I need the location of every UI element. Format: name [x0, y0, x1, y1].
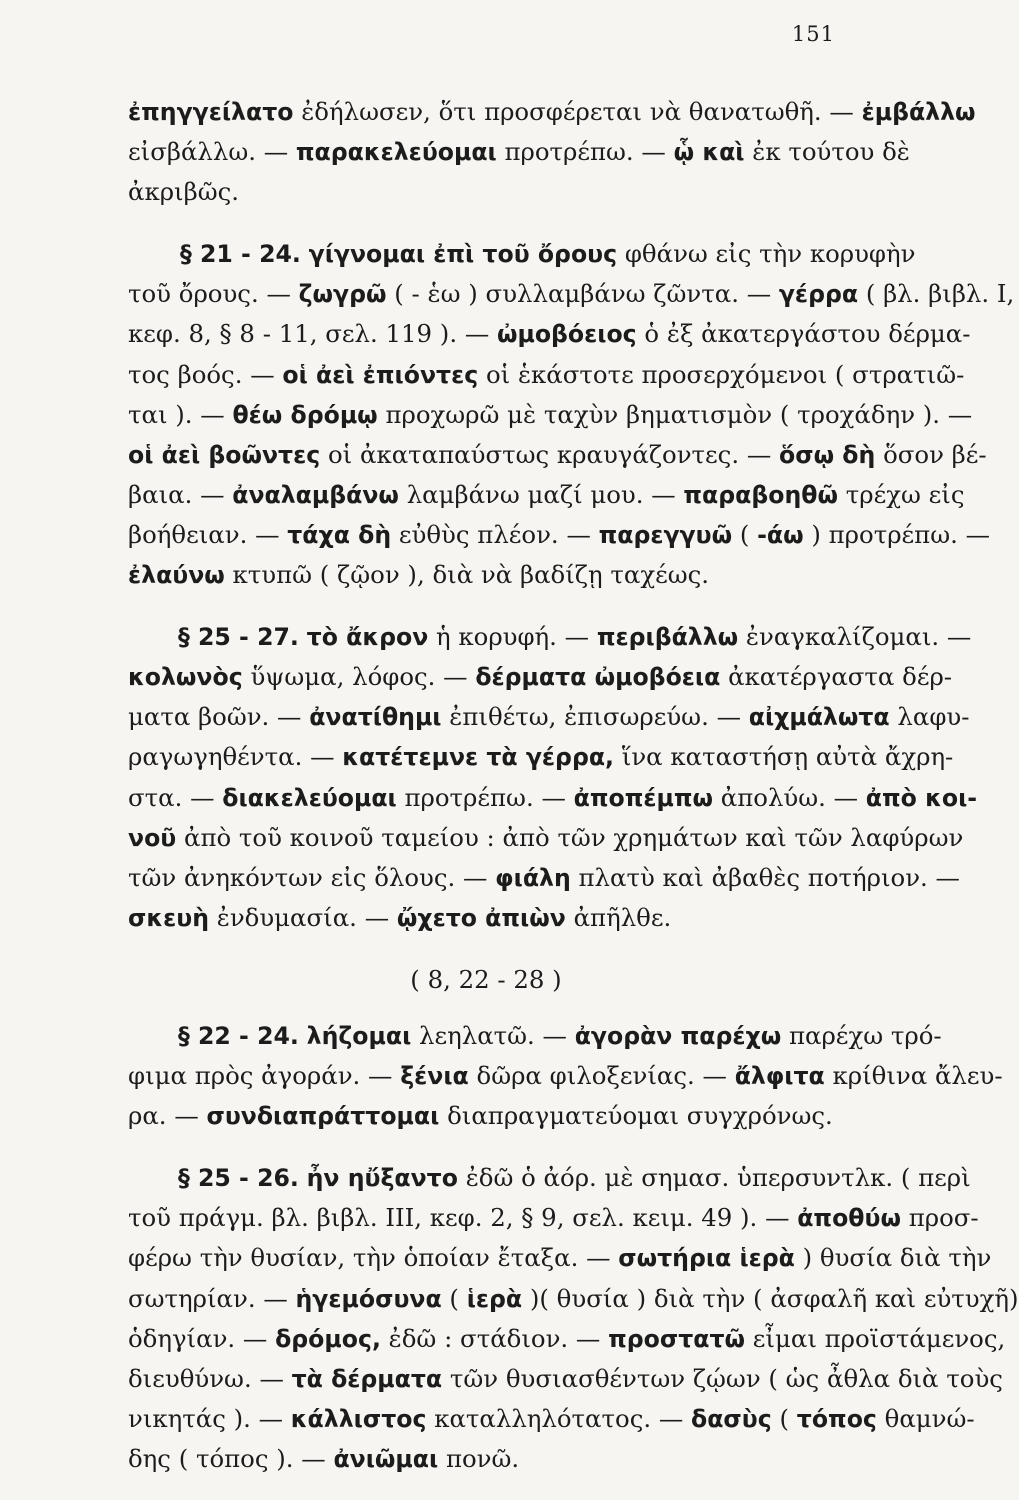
gloss: ἡ κορυφή. — [428, 622, 597, 652]
headword: ἀγορὰν παρέχω [574, 1021, 782, 1050]
gloss [299, 1163, 307, 1192]
gloss: ὁδηγίαν. — [128, 1323, 276, 1353]
gloss: κτυπῶ ( ζῷον ), διὰ νὰ βαδίζῃ ταχέως. [224, 560, 710, 590]
headword: οἱ ἀεὶ βοῶντες [128, 440, 321, 469]
paragraph-gap [128, 212, 844, 234]
gloss: βοήθειαν. — [128, 519, 288, 549]
headword: -άω [757, 520, 804, 549]
headword: ᾧ καὶ [673, 138, 745, 167]
gloss: ἀπὸ τοῦ κοινοῦ ταμείου : ἀπὸ τῶν χρημάτων καὶ τῶν λαφύρων [176, 822, 964, 852]
gloss: ἐναγκαλίζομαι. — [738, 622, 972, 652]
gloss: ἐπιθέτω, ἐπισωρεύω. — [441, 702, 749, 732]
headword: ἀνιῶμαι [333, 1444, 439, 1473]
text-line [128, 1158, 971, 1198]
gloss: πλατὺ καὶ ἀβαθὲς ποτήριον. — [570, 862, 960, 892]
gloss: ἀκριβῶς. [128, 177, 240, 207]
gloss: τρέχω εἰς [837, 479, 965, 509]
text-line [128, 617, 972, 657]
gloss: ματα βοῶν. — [128, 702, 310, 732]
text-line [128, 737, 954, 777]
gloss: τοῦ πράγμ. βλ. βιβλ. ΙΙΙ, κεφ. 2, § 9, σελ. κειμ. 49 ). — [128, 1203, 798, 1233]
gloss: προσ- [900, 1203, 979, 1233]
gloss: ( - ἑω ) συλλαμβάνω ζῶντα. — [386, 279, 779, 309]
gloss: τος βοός. — [128, 359, 283, 389]
gloss: τοῦ ὄρους. — [128, 279, 299, 309]
headword: θέω δρόμῳ [232, 400, 378, 429]
headword: περιβάλλω [596, 623, 739, 652]
text-line [128, 1056, 1003, 1096]
headword: τόπος [796, 1404, 877, 1433]
text-line [128, 898, 844, 938]
gloss: ) θυσία διὰ τὴν [794, 1243, 992, 1273]
gloss: οἱ ἀκαταπαύστως κραυγάζοντες. — [320, 439, 779, 469]
gloss: ( [732, 519, 758, 549]
gloss: οἱ ἑκάστοτε προσερχόμενοι ( στρατιῶ- [478, 359, 965, 389]
gloss: ὅσον βέ- [875, 439, 987, 469]
gloss: πονῶ. [438, 1443, 520, 1473]
headword: ζωγρῶ [298, 280, 387, 309]
headword: γέρρα [778, 280, 859, 309]
gloss: ἐδῶ ὁ ἀόρ. μὲ σημασ. ὑπερσυντλκ. ( περὶ [457, 1163, 971, 1193]
headword: ᾤχετο ἀπιὼν [396, 903, 566, 932]
gloss: ραγωγηθέντα. — [128, 742, 343, 772]
gloss [299, 622, 307, 651]
text-line [128, 475, 965, 515]
text-line [128, 314, 971, 354]
gloss: ( [441, 1283, 467, 1313]
gloss: ἐδῶ : στάδιον. — [380, 1323, 609, 1353]
section-ref: § 25 - 26. [178, 1164, 299, 1193]
text-line [128, 1359, 1003, 1399]
headword: δασὺς [691, 1404, 772, 1433]
headword: ὅσῳ δὴ [779, 440, 876, 469]
text-line [128, 1279, 1019, 1319]
paragraph-gap [128, 595, 844, 617]
gloss: σωτηρίαν. — [128, 1283, 296, 1313]
gloss: ἵνα καταστήσῃ αὐτὰ ἄχρη- [614, 742, 954, 772]
headword: τὸ ἄκρον [306, 623, 429, 652]
gloss: στα. — [128, 782, 223, 812]
headword: ὠμοβόειος [496, 320, 637, 349]
text-line [128, 395, 973, 435]
text-line [128, 1016, 942, 1056]
gloss: λεηλατῶ. — [411, 1020, 575, 1050]
gloss: ἀκατέργαστα δέρ- [720, 662, 953, 692]
headword: συνδιαπράττομαι [206, 1102, 440, 1131]
text-line [128, 1399, 975, 1439]
text-line [128, 172, 844, 212]
gloss: ἀπολύω. — [713, 782, 866, 812]
gloss: λαμβάνω μαζί μου. — [398, 479, 684, 509]
gloss: προτρέπω. — [396, 782, 574, 812]
gloss: εὐθὺς πλέον. — [391, 519, 599, 549]
gloss: εἰσβάλλω. — [128, 137, 296, 167]
headword: ἀπὸ κοι- [865, 783, 978, 812]
gloss: ἐδήλωσεν, ὅτι προσφέρεται νὰ θανατωθῆ. — [293, 97, 862, 126]
gloss: λαφυ- [889, 702, 970, 732]
gloss: φιμα πρὸς ἀγοράν. — [128, 1061, 401, 1091]
headword: παραβοηθῶ [683, 480, 838, 509]
gloss: τῶν θυσιασθέντων ζῴων ( ὡς ἆθλα διὰ τοὺς [442, 1363, 1003, 1393]
headword: ἀποπέμπω [573, 783, 714, 812]
gloss: δῶρα φιλοξενίας. — [468, 1061, 735, 1091]
gloss: ἐκ τούτου δὲ [744, 137, 910, 167]
headword: ἐλαύνω [128, 561, 225, 590]
paragraph-gap [128, 938, 844, 960]
section-ref: § 21 - 24. [180, 240, 301, 269]
gloss: ὁ ἐξ ἀκατεργάστου δέρμα- [636, 319, 971, 349]
gloss [301, 239, 309, 268]
gloss: φέρω τὴν θυσίαν, τὴν ὁποίαν ἔταξα. — [128, 1243, 619, 1273]
headword: ἐπηγγείλατο [128, 98, 294, 126]
headword: ἱερὰ [466, 1284, 523, 1313]
text-line [128, 1319, 1006, 1359]
headword: ἀποθύω [797, 1204, 901, 1233]
headword: κατέτεμνε τὰ γέρρα, [342, 743, 615, 772]
section-heading [128, 960, 844, 1000]
gloss: τῶν ἀνηκόντων εἰς ὅλους. — [128, 862, 496, 892]
gloss: εἶμαι προϊστάμενος, [745, 1323, 1006, 1353]
headword: λήζομαι [306, 1021, 412, 1050]
headword: σκευὴ [128, 903, 209, 932]
headword: κάλλιστος [290, 1404, 427, 1433]
headword: γίγνομαι ἐπὶ τοῦ ὄρους [308, 240, 618, 269]
headword: τὰ δέρματα [291, 1364, 443, 1393]
gloss: ἀπῆλθε. [565, 902, 672, 932]
text-line [128, 697, 970, 737]
text-line [128, 778, 978, 818]
gloss: ( 8, 22 - 28 ) [410, 964, 562, 994]
headword: διακελεύομαι [222, 783, 397, 812]
headword: ἦν ηὔξαντο [306, 1164, 458, 1193]
gloss: παρέχω τρό- [781, 1020, 942, 1050]
gloss: προχωρῶ μὲ ταχὺν βηματισμὸν ( τροχάδην ). — [377, 399, 973, 429]
text-line [128, 1238, 992, 1278]
text-line [128, 355, 965, 395]
gloss: κρίθινα ἄλευ- [824, 1061, 1003, 1091]
headword: αἰχμάλωτα [748, 703, 890, 732]
headword: κολωνὸς [128, 663, 243, 692]
headword: δέρματα ὠμοβόεια [475, 663, 721, 692]
gloss: )( θυσία ) διὰ τὴν ( ἀσφαλῆ καὶ εὐτυχῆ) [522, 1283, 1019, 1313]
glossary-text [128, 92, 1019, 1479]
headword: παρεγγυῶ [598, 520, 733, 549]
text-line [128, 555, 844, 595]
text-line [128, 1198, 979, 1238]
gloss: διευθύνω. — [128, 1363, 292, 1393]
gloss: καταλληλότατος. — [426, 1403, 692, 1433]
headword: τάχα δὴ [287, 520, 392, 549]
text-line [128, 858, 960, 898]
text-line [128, 92, 976, 132]
section-ref: § 22 - 24. [178, 1021, 299, 1050]
gloss: ρα. — [128, 1101, 207, 1131]
paragraph-gap [128, 1000, 844, 1016]
gloss: ( [771, 1403, 797, 1433]
section-ref: § 25 - 27. [178, 623, 299, 652]
headword: ἀνατίθημι [309, 703, 442, 732]
paragraph-gap [128, 1136, 844, 1158]
headword: προστατῶ [608, 1324, 746, 1353]
text-line [128, 132, 910, 172]
gloss: ὕψωμα, λόφος. — [242, 662, 476, 692]
gloss: ται ). — [128, 399, 233, 429]
gloss: ) προτρέπω. — [803, 519, 990, 549]
gloss: ἐνδυμασία. — [209, 902, 397, 932]
gloss: κεφ. 8, § 8 - 11, σελ. 119 ). — [128, 319, 497, 349]
gloss: δης ( τόπος ). — [128, 1443, 334, 1473]
text-line [128, 234, 916, 274]
text-line [128, 1439, 844, 1479]
headword: ἄλφιτα [734, 1062, 825, 1091]
gloss: νικητάς ). — [128, 1403, 291, 1433]
text-line [128, 657, 953, 697]
text-line [128, 818, 964, 858]
text-line [128, 1096, 844, 1136]
headword: οἱ ἀεὶ ἐπιόντες [282, 360, 479, 389]
headword: ἀναλαμβάνω [232, 480, 399, 509]
headword: δρόμος, [275, 1324, 381, 1353]
headword: σωτήρια ἱερὰ [618, 1244, 795, 1273]
gloss: προτρέπω. — [496, 137, 674, 167]
gloss: φθάνω εἰς τὴν κορυφὴν [617, 239, 916, 269]
gloss: διαπραγματεύομαι συγχρόνως. [439, 1101, 833, 1131]
gloss: θαμνώ- [876, 1403, 975, 1433]
text-line [128, 435, 987, 475]
gloss: βαια. — [128, 479, 233, 509]
headword: ἡγεμόσυνα [295, 1284, 442, 1313]
headword: ξένια [400, 1062, 469, 1091]
text-line [128, 515, 990, 555]
page-number: 151 [791, 22, 835, 46]
headword: νοῦ [128, 823, 177, 852]
gloss: ( βλ. βιβλ. Ι, [858, 279, 1015, 309]
headword: φιάλη [495, 863, 571, 892]
text-line [128, 274, 1015, 314]
headword: ἐμβάλλω [861, 98, 976, 126]
headword: παρακελεύομαι [295, 138, 497, 167]
gloss [299, 1021, 307, 1050]
